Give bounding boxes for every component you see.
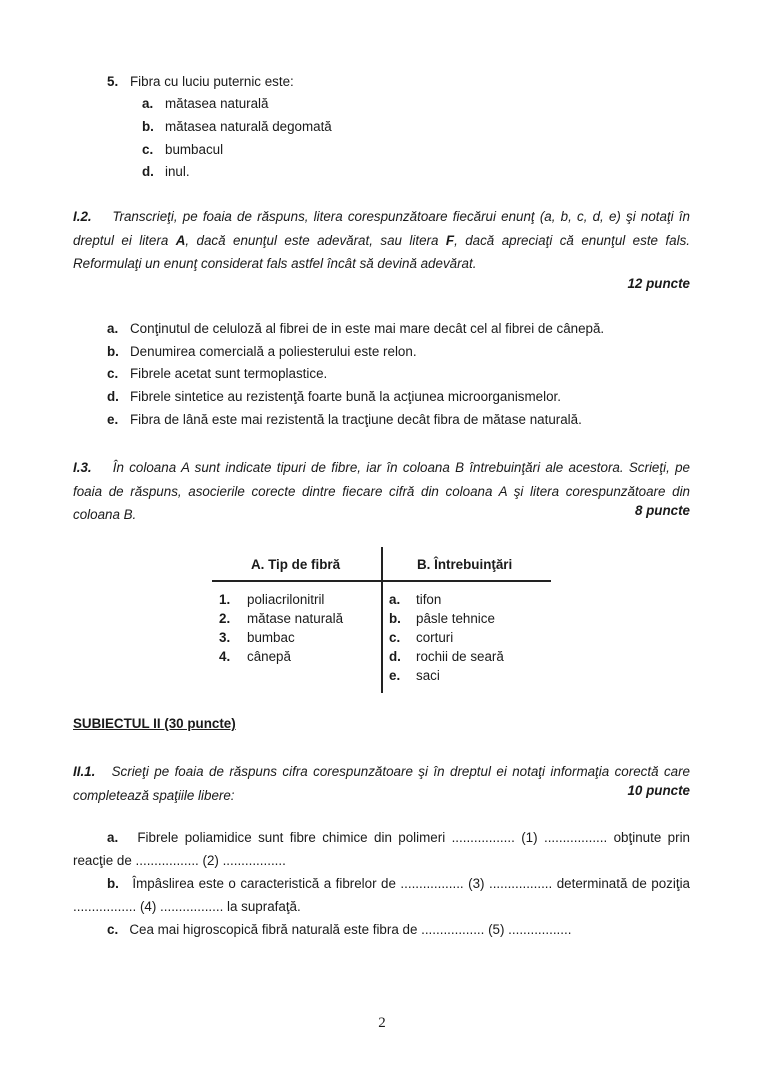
section-label: I.2. — [73, 209, 92, 224]
fill-item — [73, 918, 690, 941]
option-text: mătasea naturală — [165, 96, 269, 111]
column-b-letter: e. — [389, 668, 401, 683]
instruction-text-2: , dacă enunţul este adevărat, sau litera — [185, 232, 446, 248]
item-text: Împâslirea este o caracteristică a fibrelor de ................. (3) ................. determinată de poziţia ................. (4) ................. la suprafaţă. — [73, 876, 690, 914]
question-stem: Fibra cu luciu puternic este: — [130, 74, 294, 89]
statement-text: Fibrele acetat sunt termoplastice. — [130, 366, 328, 381]
fill-item — [73, 826, 690, 872]
statement-text: Denumirea comercială a poliesterului este relon. — [130, 344, 417, 359]
column-b-item: rochii de seară — [416, 649, 504, 664]
column-b-letter: b. — [389, 611, 401, 626]
instruction-paragraph — [73, 760, 690, 807]
page-number: 2 — [378, 1015, 386, 1031]
bold-A: A — [175, 232, 186, 248]
item-letter: c. — [107, 922, 119, 937]
column-a-number: 3. — [219, 630, 231, 645]
column-a-number: 2. — [219, 611, 231, 626]
statement-letter: c. — [107, 366, 119, 381]
column-a-item: cânepă — [247, 649, 291, 664]
column-b-letter: a. — [389, 592, 401, 607]
column-b-item: tifon — [416, 592, 442, 607]
column-b-item: saci — [416, 668, 440, 683]
column-divider — [381, 547, 383, 693]
instruction-text: Scrieţi pe foaia de răspuns cifra corespunzătoare şi în dreptul ei notaţi informaţia corectă care completează spaţiile libere: — [73, 764, 690, 803]
option-letter: a. — [142, 96, 154, 111]
statement-letter: b. — [107, 344, 119, 359]
points-label: 8 puncte — [634, 503, 690, 518]
column-b-letter: c. — [389, 630, 401, 645]
column-b-letter: d. — [389, 649, 401, 664]
instruction-text-1: Transcrieţi, pe foaia de răspuns, litera corespunzătoare fiecărui enunţ (a, b, c, d, e) şi notaţi în dreptul ei litera — [73, 209, 690, 248]
column-a-number: 1. — [219, 592, 231, 607]
statement-text: Fibra de lână este mai rezistentă la tracţiune decât fibra de mătase naturală. — [130, 412, 582, 427]
column-b-header: B. Întrebuinţări — [417, 557, 513, 572]
question-number: 5. — [107, 74, 119, 89]
item-letter: a. — [107, 830, 119, 845]
header-rule — [212, 580, 551, 582]
section-label: I.3. — [73, 460, 92, 475]
fill-item — [73, 872, 690, 918]
points-label: 10 puncte — [627, 783, 690, 798]
instruction-text: În coloana A sunt indicate tipuri de fibre, iar în coloana B întrebuinţări ale acestora. Scrieţi, pe foaia de răspuns, asocierile corecte dintre fiecare cifră din coloana A şi litera corespunzătoare din coloana B. — [73, 460, 690, 522]
instruction-paragraph — [73, 205, 690, 276]
statement-text: Conţinutul de celuloză al fibrei de in este mai mare decât cel al fibrei de cânepă. — [130, 321, 605, 336]
option-text: inul. — [165, 164, 190, 179]
statement-letter: d. — [107, 389, 119, 404]
option-letter: b. — [142, 119, 154, 134]
instruction-text-3: , dacă apreciaţi că enunţul este fals. Reformulaţi un enunţ considerat fals astfel încât să devină adevărat. — [73, 232, 690, 271]
item-letter: b. — [107, 876, 119, 891]
points-label: 12 puncte — [627, 276, 690, 291]
option-letter: c. — [142, 142, 154, 157]
column-a-item: bumbac — [247, 630, 295, 645]
statement-text: Fibrele sintetice au rezistenţă foarte bună la acţiunea microorganismelor. — [130, 389, 561, 404]
item-text: Cea mai higroscopică fibră naturală este fibra de ................. (5) ................. — [129, 922, 572, 937]
option-letter: d. — [142, 164, 154, 179]
column-a-item: mătase naturală — [247, 611, 344, 626]
statement-letter: a. — [107, 321, 119, 336]
column-a-number: 4. — [219, 649, 231, 664]
option-text: bumbacul — [165, 142, 224, 157]
subject-2-title: SUBIECTUL II (30 puncte) — [73, 716, 236, 731]
option-text: mătasea naturală degomată — [165, 119, 332, 134]
statement-letter: e. — [107, 412, 119, 427]
bold-F: F — [445, 232, 455, 248]
section-label: II.1. — [73, 764, 96, 779]
column-a-item: poliacrilonitril — [247, 592, 325, 607]
item-text: Fibrele poliamidice sunt fibre chimice din polimeri ................. (1) ................. obţinute prin reacţie de ................. (2) ................. — [73, 830, 690, 868]
instruction-paragraph — [73, 456, 690, 527]
column-b-item: corturi — [416, 630, 454, 645]
column-b-item: pâsle tehnice — [416, 611, 495, 626]
column-a-header: A. Tip de fibră — [251, 557, 341, 572]
